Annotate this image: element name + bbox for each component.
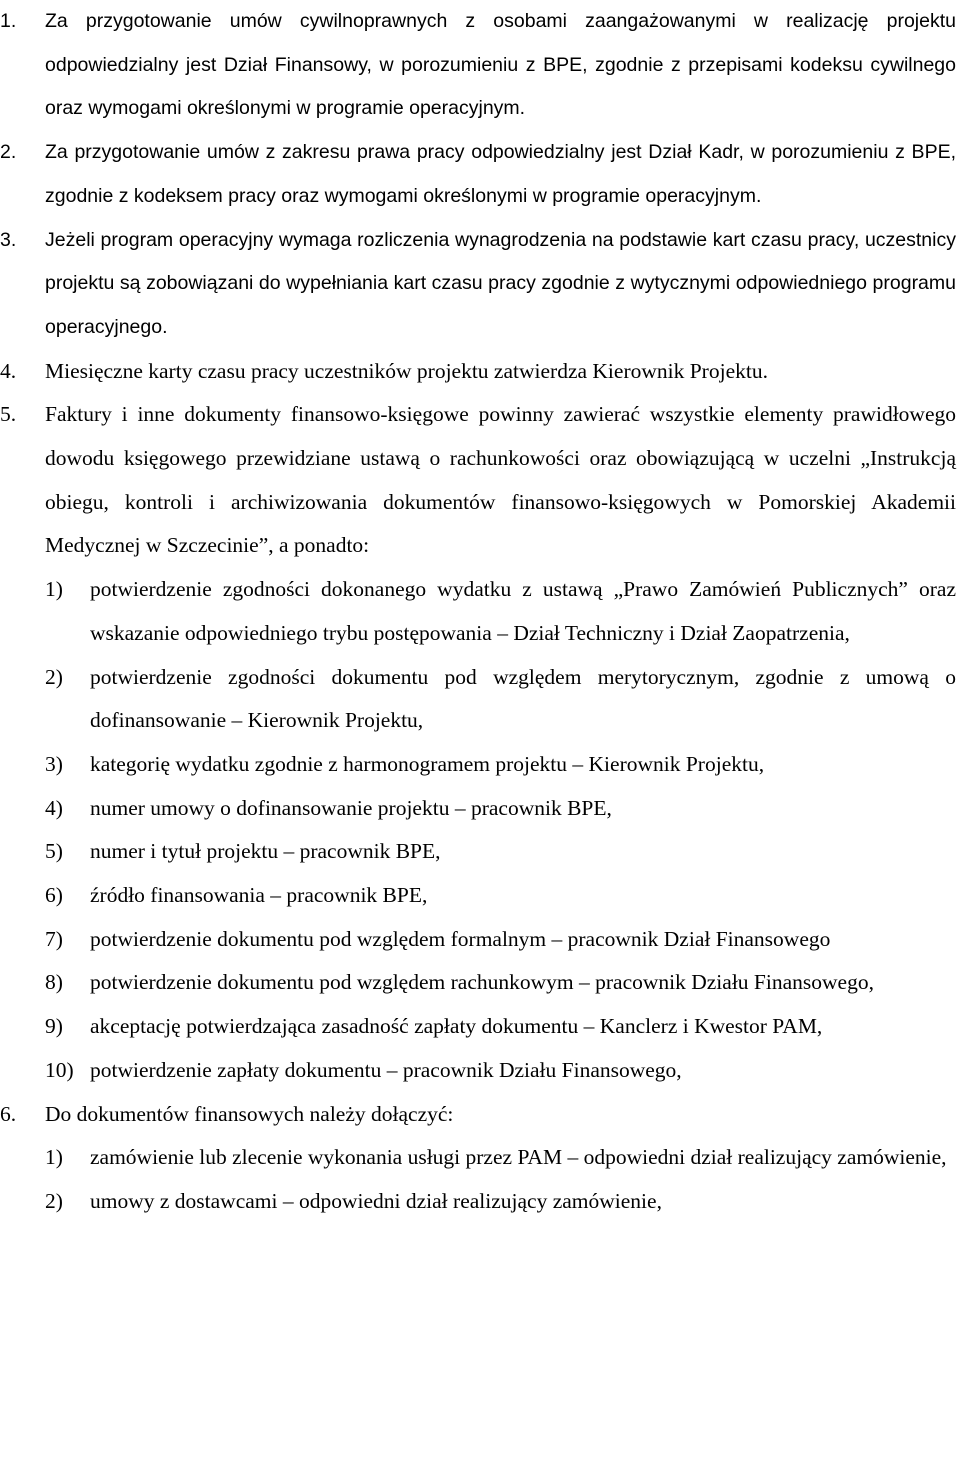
sub-item-number: 4): [45, 795, 63, 820]
list-item-6: [0, 1093, 956, 1137]
sub-item-text: numer umowy o dofinansowanie projektu – pracownik BPE,: [90, 795, 612, 820]
sub-item-6-1: [0, 1136, 956, 1180]
sub-item-text: potwierdzenie dokumentu pod względem formalnym – pracownik Dział Finansowego: [90, 926, 831, 951]
sub-item-text: potwierdzenie dokumentu pod względem rachunkowym – pracownik Działu Finansowego,: [90, 970, 874, 995]
sub-item-number: 5): [45, 839, 63, 864]
sub-item-text: umowy z dostawcami – odpowiedni dział realizujący zamówienie,: [90, 1188, 662, 1213]
sub-item-6-2: [0, 1180, 956, 1224]
list-item-5: [0, 393, 956, 568]
item-text: Faktury i inne dokumenty finansowo-księgowe powinny zawierać wszystkie elementy prawidłowego dowodu księgowego przewidziane ustawą o rachunkowości oraz obowiązującą w uczelni „Instrukcją obiegu, kontroli i archiwizowania dokumentów finansowo-księgowych w Pomorskiej Akademii Medycznej w Szczecinie”, a ponadto:: [45, 402, 956, 558]
sub-item-text: numer i tytuł projektu – pracownik BPE,: [90, 839, 441, 864]
sub-item-5-6: [0, 874, 956, 918]
item-number: 1.: [0, 10, 17, 32]
list-item-1: [0, 0, 956, 131]
sub-item-5-5: [0, 830, 956, 874]
sub-item-text: zamówienie lub zlecenie wykonania usługi przez PAM – odpowiedni dział realizujący zamówienie,: [90, 1145, 947, 1170]
item-number: 5.: [0, 402, 17, 427]
sub-item-5-4: [0, 787, 956, 831]
sub-item-text: potwierdzenie zgodności dokumentu pod względem merytorycznym, zgodnie z umową o dofinansowanie – Kierownik Projektu,: [90, 664, 956, 733]
sub-item-number: 9): [45, 1014, 63, 1039]
item-text: Do dokumentów finansowych należy dołączyć:: [45, 1101, 454, 1126]
list-item-4: [0, 350, 956, 394]
list-item-2: [0, 131, 956, 218]
item-number: 4.: [0, 358, 17, 383]
item-text: Miesięczne karty czasu pracy uczestników projektu zatwierdza Kierownik Projektu.: [45, 358, 768, 383]
sub-item-text: potwierdzenie zapłaty dokumentu – pracownik Działu Finansowego,: [90, 1057, 682, 1082]
item-number: 2.: [0, 141, 17, 164]
item-text: Za przygotowanie umów cywilnoprawnych z osobami zaangażowanymi w realizację projektu odpowiedzialny jest Dział Finansowy, w porozumieniu z BPE, zgodnie z przepisami kodeksu cywilnego oraz wymogami określonymi w programie operacyjnym.: [45, 10, 956, 120]
sub-item-number: 6): [45, 883, 63, 908]
item-text: Jeżeli program operacyjny wymaga rozliczenia wynagrodzenia na podstawie kart czasu pracy, uczestnicy projektu są zobowiązani do wypełniania kart czasu pracy zgodnie z wytycznymi odpowiedniego programu operacyjnego.: [45, 228, 956, 338]
sub-item-5-1: [0, 568, 956, 655]
sub-item-5-3: [0, 743, 956, 787]
sub-item-number: 8): [45, 970, 63, 995]
sub-item-5-2: [0, 656, 956, 743]
sub-item-number: 2): [45, 664, 63, 689]
sub-item-text: kategorię wydatku zgodnie z harmonogramem projektu – Kierownik Projektu,: [90, 751, 765, 776]
sub-item-number: 3): [45, 751, 63, 776]
item-number: 6.: [0, 1101, 17, 1126]
item-text: Za przygotowanie umów z zakresu prawa pracy odpowiedzialny jest Dział Kadr, w porozumieniu z BPE, zgodnie z kodeksem pracy oraz wymogami określonymi w programie operacyjnym.: [45, 141, 956, 207]
sub-item-number: 1): [45, 577, 63, 602]
sub-item-text: źródło finansowania – pracownik BPE,: [90, 883, 428, 908]
item-number: 3.: [0, 228, 17, 251]
sub-item-5-10: [0, 1049, 956, 1093]
sub-item-5-7: [0, 918, 956, 962]
sub-item-text: akceptację potwierdzająca zasadność zapłaty dokumentu – Kanclerz i Kwestor PAM,: [90, 1014, 823, 1039]
sub-item-number: 1): [45, 1145, 63, 1170]
sub-item-5-9: [0, 1005, 956, 1049]
list-item-3: [0, 219, 956, 350]
sub-item-5-8: [0, 961, 956, 1005]
sub-item-number: 10): [45, 1057, 74, 1082]
sub-item-text: potwierdzenie zgodności dokonanego wydatku z ustawą „Prawo Zamówień Publicznych” oraz wskazanie odpowiedniego trybu postępowania – Dział Techniczny i Dział Zaopatrzenia,: [90, 577, 956, 645]
sub-item-number: 7): [45, 926, 63, 951]
sub-item-number: 2): [45, 1188, 63, 1213]
